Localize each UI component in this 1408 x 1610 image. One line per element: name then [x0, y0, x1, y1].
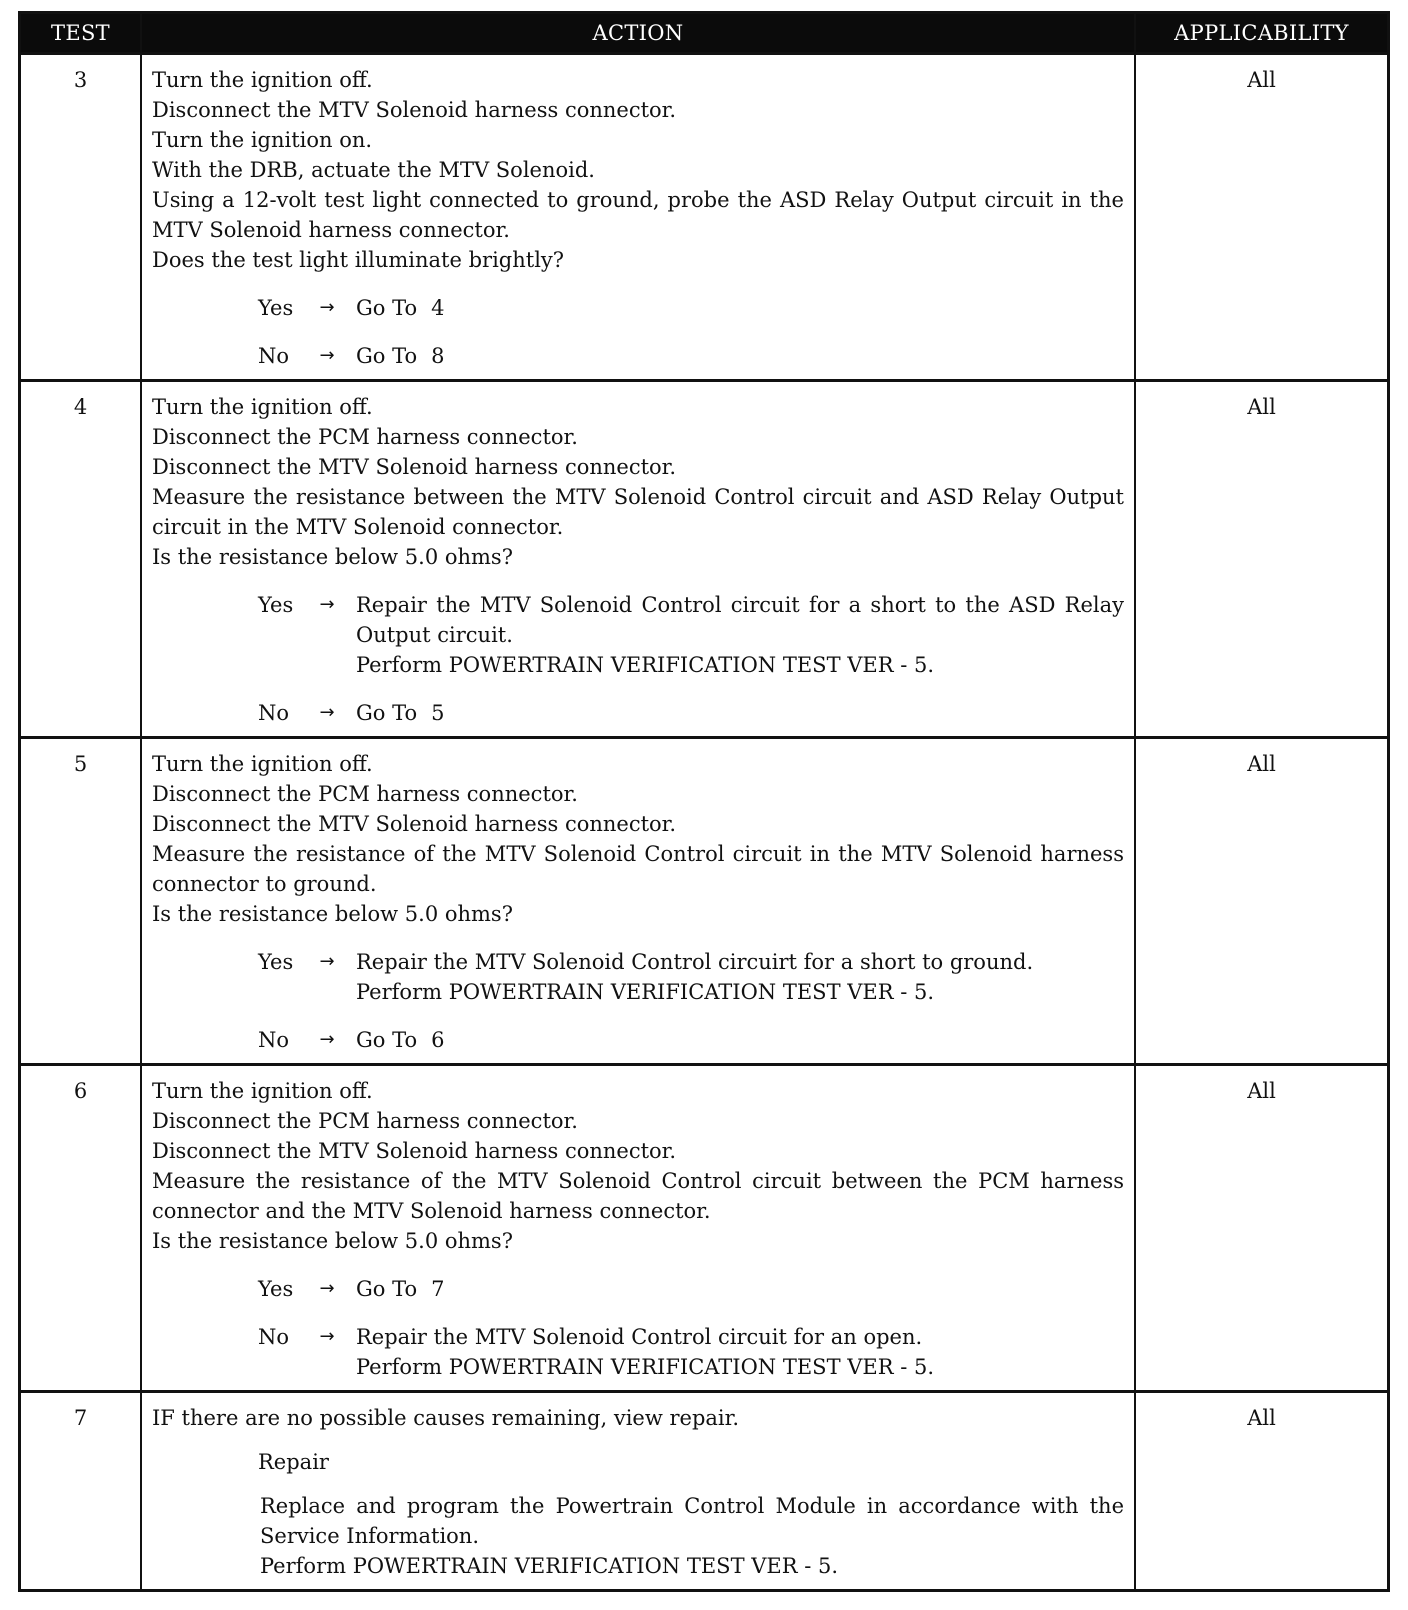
answer-list — [152, 590, 1124, 728]
goto-label: Go To — [356, 1028, 418, 1052]
right-arrow-icon: → — [319, 1278, 335, 1299]
yes-answer — [258, 590, 1124, 680]
goto-label: Go To — [356, 1277, 418, 1301]
action-cell — [141, 381, 1135, 738]
diagnostic-test-table — [21, 14, 1387, 1589]
step-text: Disconnect the PCM harness connector. — [152, 782, 578, 806]
table-row — [21, 381, 1387, 738]
yes-answer — [258, 1274, 1124, 1304]
step-text: Turn the ignition off. — [152, 68, 373, 92]
yes-answer — [258, 293, 1124, 323]
right-arrow-icon: → — [319, 702, 335, 723]
test-number: 6 — [21, 1065, 141, 1392]
diagnostic-test-table-frame — [18, 11, 1390, 1592]
goto-target: 8 — [431, 344, 445, 368]
repair-instruction: Repair the MTV Solenoid Control circuit for an open. — [356, 1325, 923, 1349]
header-action: ACTION — [141, 14, 1135, 54]
right-arrow-icon: → — [319, 345, 335, 366]
applicability-value: All — [1135, 381, 1387, 738]
repair-instruction: Repair the MTV Solenoid Control circuit for a short to the ASD Relay Output circuit. — [356, 593, 1124, 647]
verification-instruction: Perform POWERTRAIN VERIFICATION TEST VER - 5. — [356, 653, 935, 677]
no-label: No — [258, 344, 290, 368]
yes-label: Yes — [258, 950, 294, 974]
step-text: Measure the resistance of the MTV Solenoid Control circuit between the PCM harness connector and the MTV Solenoid harness connector. — [152, 1169, 1124, 1223]
goto-label: Go To — [356, 296, 418, 320]
verification-instruction: Perform POWERTRAIN VERIFICATION TEST VER - 5. — [356, 980, 935, 1004]
repair-section — [258, 1447, 1124, 1477]
question-text: Is the resistance below 5.0 ohms? — [152, 902, 513, 926]
step-text: With the DRB, actuate the MTV Solenoid. — [152, 158, 595, 182]
step-text: Disconnect the PCM harness connector. — [152, 425, 578, 449]
no-answer — [258, 698, 1124, 728]
right-arrow-icon: → — [319, 1029, 335, 1050]
table-row — [21, 1065, 1387, 1392]
repair-instruction: Repair the MTV Solenoid Control circuirt for a short to ground. — [356, 950, 1034, 974]
question-text: Is the resistance below 5.0 ohms? — [152, 545, 513, 569]
step-text: Disconnect the MTV Solenoid harness connector. — [152, 98, 677, 122]
action-cell — [141, 54, 1135, 381]
applicability-value: All — [1135, 738, 1387, 1065]
goto-label: Go To — [356, 344, 418, 368]
applicability-value: All — [1135, 54, 1387, 381]
goto-label: Go To — [356, 701, 418, 725]
goto-target: 7 — [431, 1277, 445, 1301]
table-row — [21, 1392, 1387, 1590]
step-text: Turn the ignition off. — [152, 752, 373, 776]
step-text: Measure the resistance of the MTV Solenoid Control circuit in the MTV Solenoid harness connector to ground. — [152, 842, 1124, 896]
yes-label: Yes — [258, 296, 294, 320]
action-cell — [141, 738, 1135, 1065]
header-applicability: APPLICABILITY — [1135, 14, 1387, 54]
step-text: Turn the ignition on. — [152, 128, 373, 152]
step-text: Disconnect the MTV Solenoid harness connector. — [152, 1139, 677, 1163]
action-cell — [141, 1392, 1135, 1590]
applicability-value: All — [1135, 1065, 1387, 1392]
no-answer — [258, 1322, 1124, 1382]
no-label: No — [258, 1325, 290, 1349]
goto-target: 6 — [431, 1028, 445, 1052]
yes-answer — [258, 947, 1124, 1007]
step-text: Turn the ignition off. — [152, 1079, 373, 1103]
right-arrow-icon: → — [319, 297, 335, 318]
answer-list — [152, 947, 1124, 1055]
no-label: No — [258, 701, 290, 725]
step-text: Disconnect the PCM harness connector. — [152, 1109, 578, 1133]
step-text: Disconnect the MTV Solenoid harness connector. — [152, 455, 677, 479]
header-test: TEST — [21, 14, 141, 54]
table-row — [21, 54, 1387, 381]
step-text: IF there are no possible causes remaining, view repair. — [152, 1406, 740, 1430]
table-row — [21, 738, 1387, 1065]
step-text: Disconnect the MTV Solenoid harness connector. — [152, 812, 677, 836]
header-row — [21, 14, 1387, 54]
step-text: Using a 12-volt test light connected to ground, probe the ASD Relay Output circuit in the MTV Solenoid harness connector. — [152, 188, 1124, 242]
action-cell — [141, 1065, 1135, 1392]
right-arrow-icon: → — [319, 951, 335, 972]
verification-instruction: Perform POWERTRAIN VERIFICATION TEST VER - 5. — [260, 1554, 839, 1578]
test-number: 5 — [21, 738, 141, 1065]
goto-target: 4 — [431, 296, 445, 320]
repair-label: Repair — [258, 1450, 329, 1474]
no-label: No — [258, 1028, 290, 1052]
yes-label: Yes — [258, 593, 294, 617]
no-answer — [258, 341, 1124, 371]
repair-instructions — [260, 1491, 1124, 1581]
applicability-value: All — [1135, 1392, 1387, 1590]
answer-list — [152, 1274, 1124, 1382]
question-text: Does the test light illuminate brightly? — [152, 248, 565, 272]
yes-label: Yes — [258, 1277, 294, 1301]
right-arrow-icon: → — [319, 1326, 335, 1347]
question-text: Is the resistance below 5.0 ohms? — [152, 1229, 513, 1253]
test-number: 7 — [21, 1392, 141, 1590]
test-number: 4 — [21, 381, 141, 738]
repair-instruction: Replace and program the Powertrain Control Module in accordance with the Service Information. — [260, 1494, 1124, 1548]
test-number: 3 — [21, 54, 141, 381]
verification-instruction: Perform POWERTRAIN VERIFICATION TEST VER - 5. — [356, 1355, 935, 1379]
step-text: Measure the resistance between the MTV Solenoid Control circuit and ASD Relay Output circuit in the MTV Solenoid connector. — [152, 485, 1124, 539]
step-text: Turn the ignition off. — [152, 395, 373, 419]
right-arrow-icon: → — [319, 594, 335, 615]
no-answer — [258, 1025, 1124, 1055]
goto-target: 5 — [431, 701, 445, 725]
answer-list — [152, 293, 1124, 371]
